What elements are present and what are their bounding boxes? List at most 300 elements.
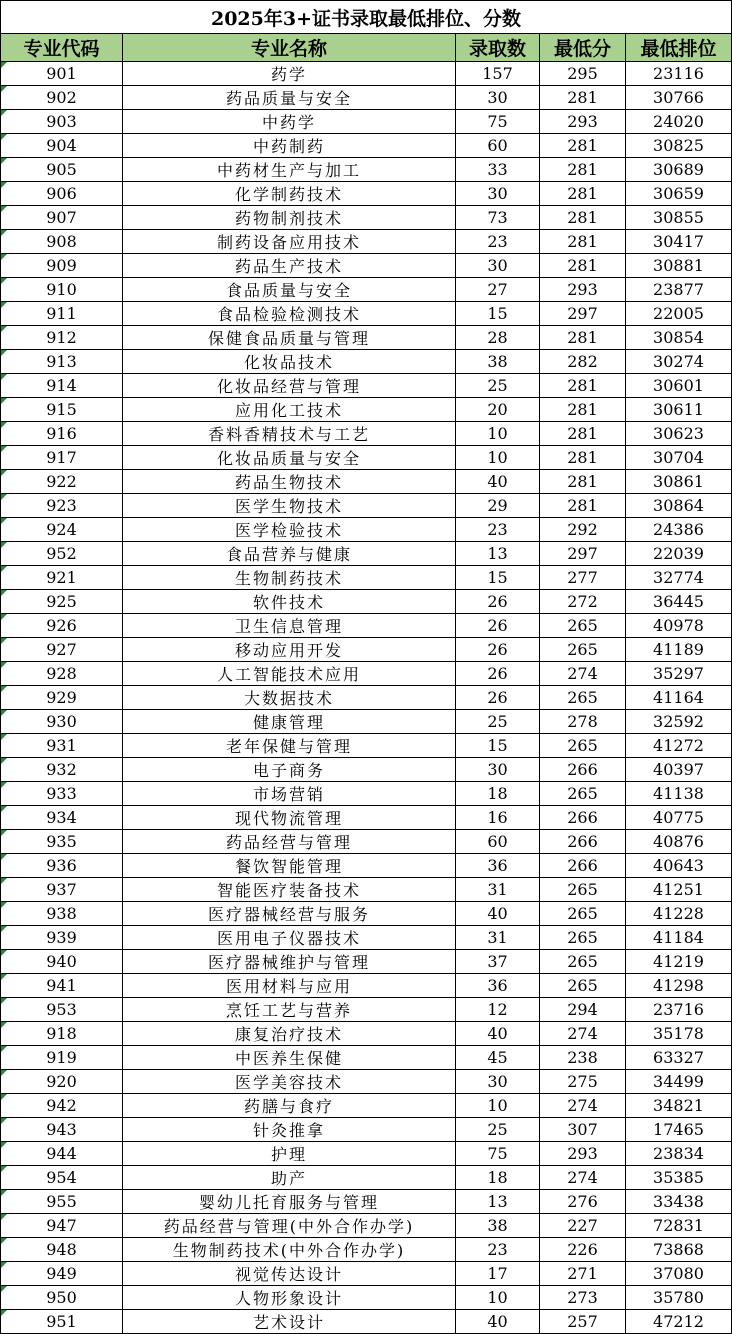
cell-name: 药品质量与安全 — [123, 86, 456, 110]
cell-count: 26 — [456, 638, 540, 662]
cell-code: 949 — [1, 1262, 123, 1286]
cell-min-score: 274 — [540, 662, 626, 686]
cell-code: 943 — [1, 1118, 123, 1142]
cell-count: 45 — [456, 1046, 540, 1070]
table-row — [1, 518, 732, 542]
cell-name: 中药学 — [123, 110, 456, 134]
cell-min-score: 265 — [540, 686, 626, 710]
cell-min-rank: 37080 — [626, 1262, 732, 1286]
cell-name: 婴幼儿托育服务与管理 — [123, 1190, 456, 1214]
cell-code: 931 — [1, 734, 123, 758]
cell-name: 药物制剂技术 — [123, 206, 456, 230]
cell-code: 953 — [1, 998, 123, 1022]
cell-code: 911 — [1, 302, 123, 326]
table-row — [1, 926, 732, 950]
header-min-score: 最低分 — [540, 34, 626, 62]
cell-name: 食品质量与安全 — [123, 278, 456, 302]
cell-count: 18 — [456, 782, 540, 806]
cell-min-score: 293 — [540, 110, 626, 134]
cell-code: 910 — [1, 278, 123, 302]
cell-count: 23 — [456, 518, 540, 542]
cell-code: 916 — [1, 422, 123, 446]
cell-code: 906 — [1, 182, 123, 206]
cell-count: 13 — [456, 1190, 540, 1214]
cell-count: 15 — [456, 302, 540, 326]
cell-count: 12 — [456, 998, 540, 1022]
header-name: 专业名称 — [123, 34, 456, 62]
cell-count: 38 — [456, 1214, 540, 1238]
cell-min-rank: 34821 — [626, 1094, 732, 1118]
cell-name: 中医养生保健 — [123, 1046, 456, 1070]
cell-min-score: 281 — [540, 230, 626, 254]
cell-count: 26 — [456, 590, 540, 614]
table-row — [1, 758, 732, 782]
cell-code: 924 — [1, 518, 123, 542]
cell-min-score: 281 — [540, 374, 626, 398]
cell-min-rank: 33438 — [626, 1190, 732, 1214]
cell-min-score: 281 — [540, 86, 626, 110]
cell-min-score: 281 — [540, 254, 626, 278]
cell-min-score: 266 — [540, 830, 626, 854]
cell-min-rank: 40775 — [626, 806, 732, 830]
cell-count: 37 — [456, 950, 540, 974]
cell-min-score: 281 — [540, 158, 626, 182]
header-count: 录取数 — [456, 34, 540, 62]
cell-count: 25 — [456, 374, 540, 398]
cell-min-rank: 30659 — [626, 182, 732, 206]
cell-count: 30 — [456, 254, 540, 278]
cell-min-score: 274 — [540, 1022, 626, 1046]
table-row — [1, 902, 732, 926]
table-row — [1, 206, 732, 230]
table-row — [1, 566, 732, 590]
cell-name: 艺术设计 — [123, 1310, 456, 1334]
cell-min-rank: 63327 — [626, 1046, 732, 1070]
cell-count: 33 — [456, 158, 540, 182]
cell-min-rank: 47212 — [626, 1310, 732, 1334]
cell-count: 28 — [456, 326, 540, 350]
cell-name: 生物制药技术(中外合作办学) — [123, 1238, 456, 1262]
cell-min-rank: 41228 — [626, 902, 732, 926]
cell-min-score: 266 — [540, 854, 626, 878]
table-row — [1, 734, 732, 758]
cell-code: 927 — [1, 638, 123, 662]
cell-min-rank: 35780 — [626, 1286, 732, 1310]
table-row — [1, 1070, 732, 1094]
cell-name: 人物形象设计 — [123, 1286, 456, 1310]
cell-count: 30 — [456, 86, 540, 110]
table-row — [1, 134, 732, 158]
cell-code: 942 — [1, 1094, 123, 1118]
table-row — [1, 638, 732, 662]
cell-code: 901 — [1, 62, 123, 86]
table-row — [1, 1022, 732, 1046]
cell-min-rank: 30864 — [626, 494, 732, 518]
cell-min-score: 297 — [540, 302, 626, 326]
table-row — [1, 1310, 732, 1334]
cell-count: 40 — [456, 470, 540, 494]
table-row — [1, 374, 732, 398]
cell-min-score: 281 — [540, 398, 626, 422]
cell-min-score: 294 — [540, 998, 626, 1022]
cell-count: 10 — [456, 1094, 540, 1118]
table-row — [1, 950, 732, 974]
cell-min-score: 265 — [540, 974, 626, 998]
cell-min-score: 281 — [540, 326, 626, 350]
cell-count: 60 — [456, 134, 540, 158]
cell-name: 老年保健与管理 — [123, 734, 456, 758]
cell-count: 10 — [456, 446, 540, 470]
cell-min-score: 281 — [540, 446, 626, 470]
table-row — [1, 710, 732, 734]
cell-min-rank: 30766 — [626, 86, 732, 110]
table-row — [1, 254, 732, 278]
cell-count: 26 — [456, 614, 540, 638]
cell-name: 餐饮智能管理 — [123, 854, 456, 878]
cell-min-score: 292 — [540, 518, 626, 542]
cell-min-rank: 23834 — [626, 1142, 732, 1166]
cell-code: 909 — [1, 254, 123, 278]
cell-min-rank: 17465 — [626, 1118, 732, 1142]
cell-min-score: 266 — [540, 806, 626, 830]
cell-min-rank: 22005 — [626, 302, 732, 326]
cell-code: 918 — [1, 1022, 123, 1046]
cell-count: 60 — [456, 830, 540, 854]
table-body — [1, 62, 732, 1334]
cell-name: 医疗器械经营与服务 — [123, 902, 456, 926]
table-row — [1, 878, 732, 902]
cell-count: 10 — [456, 1286, 540, 1310]
cell-min-rank: 30611 — [626, 398, 732, 422]
cell-code: 926 — [1, 614, 123, 638]
table-row — [1, 278, 732, 302]
cell-count: 40 — [456, 1310, 540, 1334]
table-row — [1, 350, 732, 374]
cell-min-score: 265 — [540, 638, 626, 662]
cell-min-score: 238 — [540, 1046, 626, 1070]
table-row — [1, 590, 732, 614]
cell-name: 制药设备应用技术 — [123, 230, 456, 254]
cell-code: 940 — [1, 950, 123, 974]
cell-count: 75 — [456, 110, 540, 134]
cell-min-rank: 30881 — [626, 254, 732, 278]
cell-min-rank: 23116 — [626, 62, 732, 86]
cell-min-score: 265 — [540, 902, 626, 926]
cell-min-rank: 73868 — [626, 1238, 732, 1262]
cell-code: 907 — [1, 206, 123, 230]
table-row — [1, 446, 732, 470]
cell-min-score: 227 — [540, 1214, 626, 1238]
cell-code: 935 — [1, 830, 123, 854]
cell-min-rank: 30274 — [626, 350, 732, 374]
cell-min-rank: 24386 — [626, 518, 732, 542]
cell-code: 934 — [1, 806, 123, 830]
cell-min-score: 281 — [540, 134, 626, 158]
table-row — [1, 974, 732, 998]
cell-count: 30 — [456, 182, 540, 206]
cell-name: 视觉传达设计 — [123, 1262, 456, 1286]
cell-name: 医学生物技术 — [123, 494, 456, 518]
cell-count: 26 — [456, 686, 540, 710]
cell-min-score: 277 — [540, 566, 626, 590]
table-row — [1, 494, 732, 518]
cell-name: 人工智能技术应用 — [123, 662, 456, 686]
cell-code: 913 — [1, 350, 123, 374]
table-row — [1, 542, 732, 566]
cell-code: 947 — [1, 1214, 123, 1238]
cell-name: 卫生信息管理 — [123, 614, 456, 638]
cell-code: 919 — [1, 1046, 123, 1070]
cell-name: 健康管理 — [123, 710, 456, 734]
cell-min-rank: 36445 — [626, 590, 732, 614]
cell-min-rank: 30623 — [626, 422, 732, 446]
cell-count: 15 — [456, 734, 540, 758]
cell-min-score: 281 — [540, 206, 626, 230]
cell-name: 电子商务 — [123, 758, 456, 782]
cell-min-rank: 30825 — [626, 134, 732, 158]
cell-min-score: 281 — [540, 182, 626, 206]
cell-min-score: 275 — [540, 1070, 626, 1094]
cell-count: 20 — [456, 398, 540, 422]
cell-name: 化妆品经营与管理 — [123, 374, 456, 398]
cell-min-rank: 34499 — [626, 1070, 732, 1094]
cell-name: 药品经营与管理 — [123, 830, 456, 854]
table-row — [1, 422, 732, 446]
cell-min-rank: 41189 — [626, 638, 732, 662]
cell-code: 939 — [1, 926, 123, 950]
table-row — [1, 614, 732, 638]
cell-name: 香料香精技术与工艺 — [123, 422, 456, 446]
cell-name: 移动应用开发 — [123, 638, 456, 662]
table-row — [1, 86, 732, 110]
cell-min-rank: 41138 — [626, 782, 732, 806]
cell-min-rank: 30417 — [626, 230, 732, 254]
cell-count: 23 — [456, 1238, 540, 1262]
cell-code: 917 — [1, 446, 123, 470]
cell-min-rank: 30704 — [626, 446, 732, 470]
cell-name: 烹饪工艺与营养 — [123, 998, 456, 1022]
cell-min-rank: 41184 — [626, 926, 732, 950]
cell-name: 市场营销 — [123, 782, 456, 806]
cell-code: 922 — [1, 470, 123, 494]
cell-name: 医学美容技术 — [123, 1070, 456, 1094]
cell-count: 27 — [456, 278, 540, 302]
cell-name: 食品检验检测技术 — [123, 302, 456, 326]
table-row — [1, 782, 732, 806]
cell-count: 36 — [456, 974, 540, 998]
cell-min-rank: 40876 — [626, 830, 732, 854]
cell-min-score: 265 — [540, 614, 626, 638]
cell-code: 944 — [1, 1142, 123, 1166]
cell-count: 15 — [456, 566, 540, 590]
cell-min-rank: 32592 — [626, 710, 732, 734]
cell-name: 中药材生产与加工 — [123, 158, 456, 182]
cell-code: 928 — [1, 662, 123, 686]
cell-code: 933 — [1, 782, 123, 806]
cell-code: 955 — [1, 1190, 123, 1214]
cell-min-score: 265 — [540, 734, 626, 758]
cell-name: 化妆品质量与安全 — [123, 446, 456, 470]
cell-name: 针灸推拿 — [123, 1118, 456, 1142]
cell-min-rank: 23716 — [626, 998, 732, 1022]
cell-code: 951 — [1, 1310, 123, 1334]
cell-name: 医疗器械维护与管理 — [123, 950, 456, 974]
table-row — [1, 1286, 732, 1310]
cell-count: 31 — [456, 926, 540, 950]
cell-code: 915 — [1, 398, 123, 422]
cell-name: 医用材料与应用 — [123, 974, 456, 998]
cell-name: 药品生产技术 — [123, 254, 456, 278]
cell-count: 25 — [456, 710, 540, 734]
cell-name: 药品经营与管理(中外合作办学) — [123, 1214, 456, 1238]
table-row — [1, 230, 732, 254]
table-row — [1, 806, 732, 830]
cell-name: 食品营养与健康 — [123, 542, 456, 566]
table-row — [1, 302, 732, 326]
cell-min-score: 307 — [540, 1118, 626, 1142]
cell-name: 康复治疗技术 — [123, 1022, 456, 1046]
cell-name: 医学检验技术 — [123, 518, 456, 542]
cell-code: 932 — [1, 758, 123, 782]
cell-code: 937 — [1, 878, 123, 902]
cell-min-score: 273 — [540, 1286, 626, 1310]
cell-min-rank: 23877 — [626, 278, 732, 302]
table-row — [1, 326, 732, 350]
cell-count: 157 — [456, 62, 540, 86]
cell-min-score: 278 — [540, 710, 626, 734]
cell-code: 914 — [1, 374, 123, 398]
cell-code: 925 — [1, 590, 123, 614]
cell-min-score: 265 — [540, 950, 626, 974]
table-row — [1, 182, 732, 206]
cell-code: 948 — [1, 1238, 123, 1262]
table-row — [1, 1238, 732, 1262]
cell-count: 40 — [456, 1022, 540, 1046]
cell-code: 905 — [1, 158, 123, 182]
cell-count: 73 — [456, 206, 540, 230]
cell-min-rank: 22039 — [626, 542, 732, 566]
cell-min-rank: 30601 — [626, 374, 732, 398]
cell-min-score: 274 — [540, 1094, 626, 1118]
cell-count: 75 — [456, 1142, 540, 1166]
cell-code: 920 — [1, 1070, 123, 1094]
table-row — [1, 1214, 732, 1238]
table-row — [1, 854, 732, 878]
table-row — [1, 1046, 732, 1070]
cell-min-rank: 35297 — [626, 662, 732, 686]
table-row — [1, 158, 732, 182]
table-row — [1, 62, 732, 86]
cell-count: 40 — [456, 902, 540, 926]
cell-min-score: 293 — [540, 1142, 626, 1166]
cell-code: 941 — [1, 974, 123, 998]
header-row — [1, 34, 732, 62]
cell-min-rank: 41251 — [626, 878, 732, 902]
cell-name: 药学 — [123, 62, 456, 86]
cell-min-rank: 30861 — [626, 470, 732, 494]
cell-min-score: 295 — [540, 62, 626, 86]
cell-min-rank: 35178 — [626, 1022, 732, 1046]
cell-name: 医用电子仪器技术 — [123, 926, 456, 950]
cell-count: 26 — [456, 662, 540, 686]
cell-count: 25 — [456, 1118, 540, 1142]
cell-name: 保健食品质量与管理 — [123, 326, 456, 350]
table-row — [1, 110, 732, 134]
cell-min-score: 265 — [540, 878, 626, 902]
cell-code: 952 — [1, 542, 123, 566]
cell-code: 908 — [1, 230, 123, 254]
table-row — [1, 1094, 732, 1118]
cell-code: 929 — [1, 686, 123, 710]
cell-min-score: 226 — [540, 1238, 626, 1262]
cell-min-score: 274 — [540, 1166, 626, 1190]
cell-min-score: 293 — [540, 278, 626, 302]
cell-name: 生物制药技术 — [123, 566, 456, 590]
cell-min-rank: 40643 — [626, 854, 732, 878]
table-row — [1, 1118, 732, 1142]
cell-name: 软件技术 — [123, 590, 456, 614]
cell-code: 912 — [1, 326, 123, 350]
cell-min-rank: 30689 — [626, 158, 732, 182]
cell-name: 智能医疗装备技术 — [123, 878, 456, 902]
table-row — [1, 1190, 732, 1214]
cell-min-rank: 72831 — [626, 1214, 732, 1238]
cell-min-rank: 24020 — [626, 110, 732, 134]
header-code: 专业代码 — [1, 34, 123, 62]
cell-name: 药膳与食疗 — [123, 1094, 456, 1118]
cell-count: 38 — [456, 350, 540, 374]
cell-name: 药品生物技术 — [123, 470, 456, 494]
cell-count: 17 — [456, 1262, 540, 1286]
cell-code: 938 — [1, 902, 123, 926]
cell-count: 31 — [456, 878, 540, 902]
cell-min-score: 265 — [540, 926, 626, 950]
cell-count: 18 — [456, 1166, 540, 1190]
table-title: 2025年3+证书录取最低排位、分数 — [1, 1, 732, 34]
cell-name: 化妆品技术 — [123, 350, 456, 374]
cell-count: 23 — [456, 230, 540, 254]
cell-code: 921 — [1, 566, 123, 590]
table-row — [1, 1142, 732, 1166]
table-row — [1, 662, 732, 686]
cell-min-score: 281 — [540, 422, 626, 446]
cell-count: 30 — [456, 758, 540, 782]
cell-code: 903 — [1, 110, 123, 134]
cell-min-score: 281 — [540, 494, 626, 518]
header-min-rank: 最低排位 — [626, 34, 732, 62]
title-row — [1, 1, 732, 34]
cell-min-score: 282 — [540, 350, 626, 374]
cell-name: 现代物流管理 — [123, 806, 456, 830]
table-row — [1, 1166, 732, 1190]
cell-min-rank: 32774 — [626, 566, 732, 590]
cell-name: 助产 — [123, 1166, 456, 1190]
cell-min-rank: 30855 — [626, 206, 732, 230]
cell-code: 902 — [1, 86, 123, 110]
table-row — [1, 686, 732, 710]
cell-count: 29 — [456, 494, 540, 518]
cell-count: 13 — [456, 542, 540, 566]
cell-min-score: 276 — [540, 1190, 626, 1214]
cell-code: 936 — [1, 854, 123, 878]
cell-min-score: 265 — [540, 782, 626, 806]
cell-name: 化学制药技术 — [123, 182, 456, 206]
cell-min-score: 281 — [540, 470, 626, 494]
cell-code: 923 — [1, 494, 123, 518]
table-row — [1, 998, 732, 1022]
cell-min-rank: 40978 — [626, 614, 732, 638]
cell-code: 930 — [1, 710, 123, 734]
